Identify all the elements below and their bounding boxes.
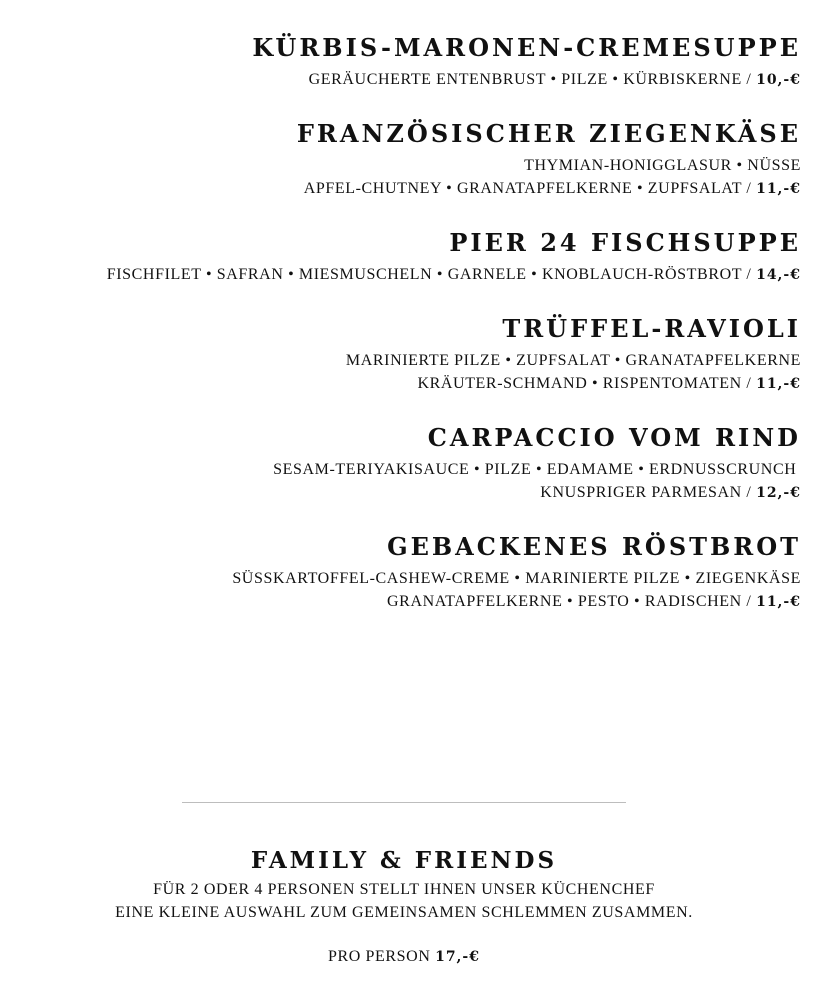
dish-description-line bbox=[1, 372, 801, 396]
dish-price: 11,-€ bbox=[756, 181, 801, 197]
dish-description: SÜSSKARTOFFEL-CASHEW-CREME • MARINIERTE PILZE • ZIEGENKÄSE bbox=[232, 570, 801, 587]
dish-title: TRÜFFEL-RAVIOLI bbox=[502, 314, 801, 343]
dish-title: CARPACCIO VOM RIND bbox=[427, 423, 801, 452]
dish-description: THYMIAN-HONIGGLASUR • NÜSSE bbox=[524, 157, 801, 174]
dish-description: GERÄUCHERTE ENTENBRUST • PILZE • KÜRBISKERNE / bbox=[308, 71, 757, 88]
dish-price: 11,-€ bbox=[756, 376, 801, 392]
dish-item bbox=[1, 529, 801, 614]
menu-list bbox=[1, 30, 801, 638]
dish-description: MARINIERTE PILZE • ZUPFSALAT • GRANATAPFELKERNE bbox=[345, 352, 801, 369]
family-description: FÜR 2 ODER 4 PERSONEN STELLT IHNEN UNSER KÜCHENCHEF bbox=[153, 881, 655, 898]
dish-title: GEBACKENES RÖSTBROT bbox=[387, 532, 801, 561]
dish-item bbox=[1, 116, 801, 201]
dish-description-line bbox=[1, 590, 801, 614]
dish-description-line bbox=[1, 177, 801, 201]
dish-item bbox=[1, 311, 801, 396]
dish-description-line bbox=[1, 68, 801, 92]
dish-item bbox=[1, 30, 801, 92]
dish-description-line bbox=[1, 263, 801, 287]
dish-description: GRANATAPFELKERNE • PESTO • RADISCHEN / bbox=[387, 593, 757, 610]
dish-description: APFEL-CHUTNEY • GRANATAPFELKERNE • ZUPFSALAT / bbox=[303, 180, 757, 197]
dish-description: KRÄUTER-SCHMAND • RISPENTOMATEN / bbox=[417, 375, 757, 392]
family-price-label: PRO PERSON bbox=[328, 948, 436, 965]
dish-description: FISCHFILET • SAFRAN • MIESMUSCHELN • GARNELE • KNOBLAUCH-RÖSTBROT / bbox=[106, 266, 757, 283]
dish-description-line bbox=[1, 481, 801, 505]
family-price: 17,-€ bbox=[435, 949, 480, 965]
dish-price: 14,-€ bbox=[756, 267, 801, 283]
dish-price: 12,-€ bbox=[756, 485, 801, 501]
family-description: EINE KLEINE AUSWAHL ZUM GEMEINSAMEN SCHLEMMEN ZUSAMMEN. bbox=[115, 904, 693, 921]
family-section bbox=[0, 844, 808, 969]
dish-price: 10,-€ bbox=[756, 72, 801, 88]
dish-description: SESAM-TERIYAKISAUCE • PILZE • EDAMAME • ERDNUSSCRUNCH bbox=[273, 461, 801, 478]
dish-title: FRANZÖSISCHER ZIEGENKÄSE bbox=[296, 119, 801, 148]
family-price-line bbox=[0, 945, 808, 969]
dish-item bbox=[1, 225, 801, 287]
dish-title: KÜRBIS-MARONEN-CREMESUPPE bbox=[252, 33, 801, 62]
dish-item bbox=[1, 420, 801, 505]
dish-price: 11,-€ bbox=[756, 594, 801, 610]
dish-title: PIER 24 FISCHSUPPE bbox=[449, 228, 801, 257]
family-title: FAMILY & FRIENDS bbox=[250, 847, 558, 874]
dish-description: KNUSPRIGER PARMESAN / bbox=[540, 484, 757, 501]
section-divider bbox=[182, 802, 626, 803]
